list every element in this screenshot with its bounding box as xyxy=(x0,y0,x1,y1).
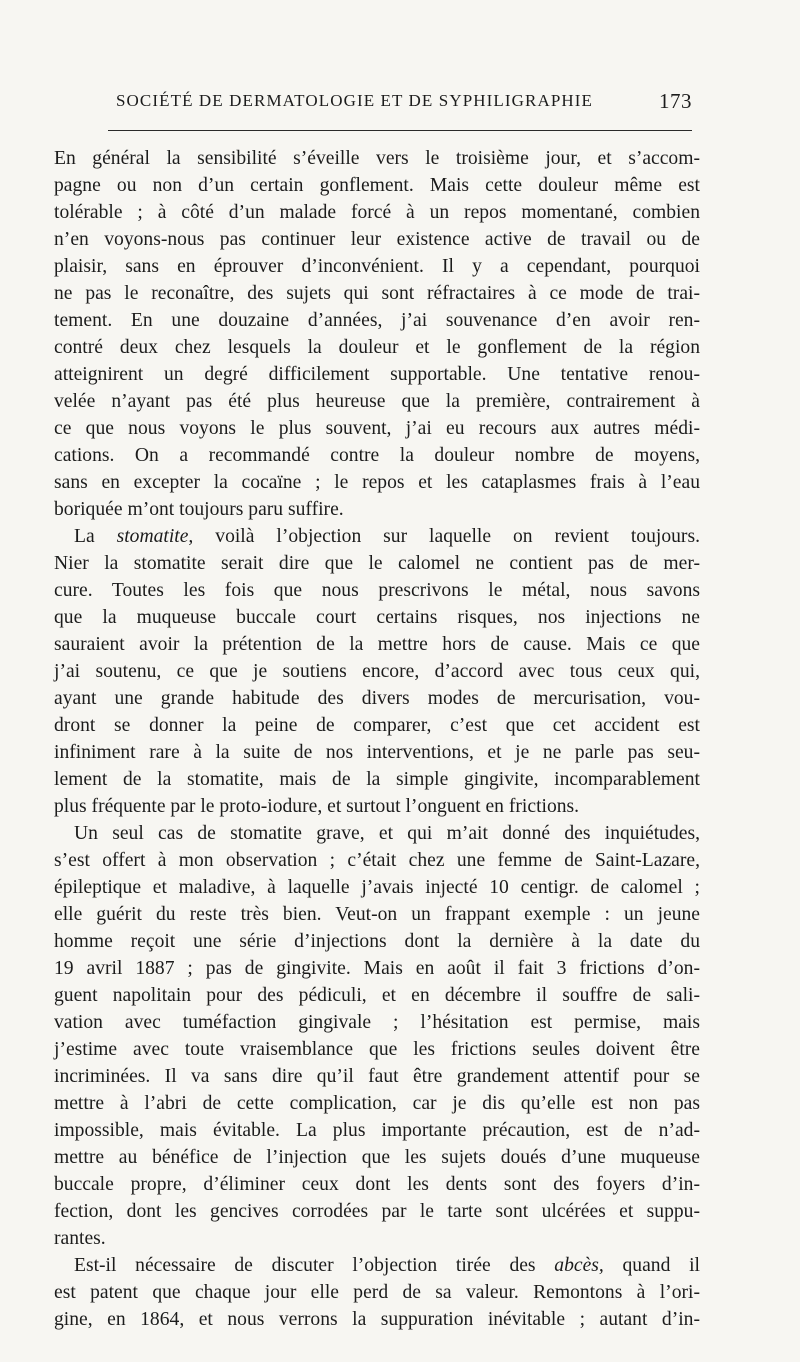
text-line: ne pas le reconaître, des sujets qui sont réfractaires à ce mode de trai- xyxy=(54,283,700,304)
text-line: que la muqueuse buccale court certains risques, nos injections ne xyxy=(54,607,700,628)
text-line: lement de la stomatite, mais de la simple gingivite, incomparablement xyxy=(54,769,700,790)
text-line: tement. En une douzaine d’années, j’ai souvenance d’en avoir ren- xyxy=(54,310,700,331)
text-line: contré deux chez lesquels la douleur et le gonflement de la région xyxy=(54,337,700,358)
text-line: impossible, mais évitable. La plus importante précaution, est de n’ad- xyxy=(54,1120,700,1141)
page-number: 173 xyxy=(659,89,692,113)
text-line: Un seul cas de stomatite grave, et qui m’ait donné des inquiétudes, xyxy=(74,823,700,844)
text-line: mettre au bénéfice de l’injection que les sujets doués d’une muqueuse xyxy=(54,1147,700,1168)
text-line: ce que nous voyons le plus souvent, j’ai eu recours aux autres médi- xyxy=(54,418,700,439)
text-line: velée n’ayant pas été plus heureuse que la première, contrairement à xyxy=(54,391,700,412)
text-line: j’estime avec toute vraisemblance que les frictions seules doivent être xyxy=(54,1039,700,1060)
italic-term-abces: abcès, xyxy=(554,1255,604,1276)
text-line: n’en voyons-nous pas continuer leur existence active de travail ou de xyxy=(54,229,700,250)
text-span: La xyxy=(74,526,117,547)
running-title: SOCIÉTÉ DE DERMATOLOGIE ET DE SYPHILIGRAPHIE xyxy=(116,91,594,110)
stomatite-paragraph-start xyxy=(54,523,700,550)
abces-paragraph-start xyxy=(54,1252,700,1279)
text-line: vation avec tuméfaction gingivale ; l’hésitation est permise, mais xyxy=(54,1012,700,1033)
text-line: j’ai soutenu, ce que je soutiens encore, d’accord avec tous ceux qui, xyxy=(54,661,700,682)
text-line: gine, en 1864, et nous verrons la suppuration inévitable ; autant d’in- xyxy=(54,1309,700,1330)
text-line: incriminées. Il va sans dire qu’il faut être grandement attentif pour se xyxy=(54,1066,700,1087)
paragraph-end-line: plus fréquente par le proto-iodure, et surtout l’onguent en frictions. xyxy=(54,796,580,817)
paragraph-end-line: rantes. xyxy=(54,1228,106,1249)
text-line: s’est offert à mon observation ; c’était chez une femme de Saint-Lazare, xyxy=(54,850,700,871)
text-span: voilà l’objection sur laquelle on revient toujours. xyxy=(193,526,700,547)
paragraph-end-line: boriquée m’ont toujours paru suffire. xyxy=(54,499,344,520)
text-line: cure. Toutes les fois que nous prescrivons le métal, nous savons xyxy=(54,580,700,601)
text-line: mettre à l’abri de cette complication, car je dis qu’elle est non pas xyxy=(54,1093,700,1114)
text-line: dront se donner la peine de comparer, c’est que cet accident est xyxy=(54,715,700,736)
text-line: En général la sensibilité s’éveille vers le troisième jour, et s’accom- xyxy=(54,148,700,169)
text-line: 19 avril 1887 ; pas de gingivite. Mais en août il fait 3 frictions d’on- xyxy=(54,958,700,979)
text-line: fection, dont les gencives corrodées par le tarte sont ulcérées et suppu- xyxy=(54,1201,700,1222)
text-line: ayant une grande habitude des divers modes de mercurisation, vou- xyxy=(54,688,700,709)
text-line: guent napolitain pour des pédiculi, et en décembre il souffre de sali- xyxy=(54,985,700,1006)
text-line: Nier la stomatite serait dire que le calomel ne contient pas de mer- xyxy=(54,553,700,574)
header-rule xyxy=(108,130,692,131)
text-line: tolérable ; à côté d’un malade forcé à un repos momentané, combien xyxy=(54,202,700,223)
text-line: pagne ou non d’un certain gonflement. Mais cette douleur même est xyxy=(54,175,700,196)
text-line: infiniment rare à la suite de nos interventions, et je ne parle pas seu- xyxy=(54,742,700,763)
text-span: sauraient avoir la prétention de la mettre hors de cause. Mais ce que xyxy=(54,634,700,655)
text-line: plaisir, sans en éprouver d’inconvénient. Il y a cependant, pourquoi xyxy=(54,256,700,277)
text-line: elle guérit du reste très bien. Veut-on un frappant exemple : un jeune xyxy=(54,904,700,925)
text-line xyxy=(54,631,700,658)
text-span: quand il xyxy=(603,1255,700,1276)
italic-term-stomatite: stomatite, xyxy=(116,526,194,547)
text-line: est patent que chaque jour elle perd de sa valeur. Remontons à l’ori- xyxy=(54,1282,700,1303)
text-span: Est-il nécessaire de discuter l’objection tirée des xyxy=(74,1255,555,1276)
body-text xyxy=(54,145,700,1333)
text-line: cations. On a recommandé contre la douleur nombre de moyens, xyxy=(54,445,700,466)
text-line: atteignirent un degré difficilement supportable. Une tentative renou- xyxy=(54,364,700,385)
running-head xyxy=(56,91,698,115)
text-line: épileptique et maladive, à laquelle j’avais injecté 10 centigr. de calomel ; xyxy=(54,877,700,898)
text-line: homme reçoit une série d’injections dont la dernière à la date du xyxy=(54,931,700,952)
text-line: buccale propre, d’éliminer ceux dont les dents sont des foyers d’in- xyxy=(54,1174,700,1195)
text-line: sans en excepter la cocaïne ; le repos et les cataplasmes frais à l’eau xyxy=(54,472,700,493)
